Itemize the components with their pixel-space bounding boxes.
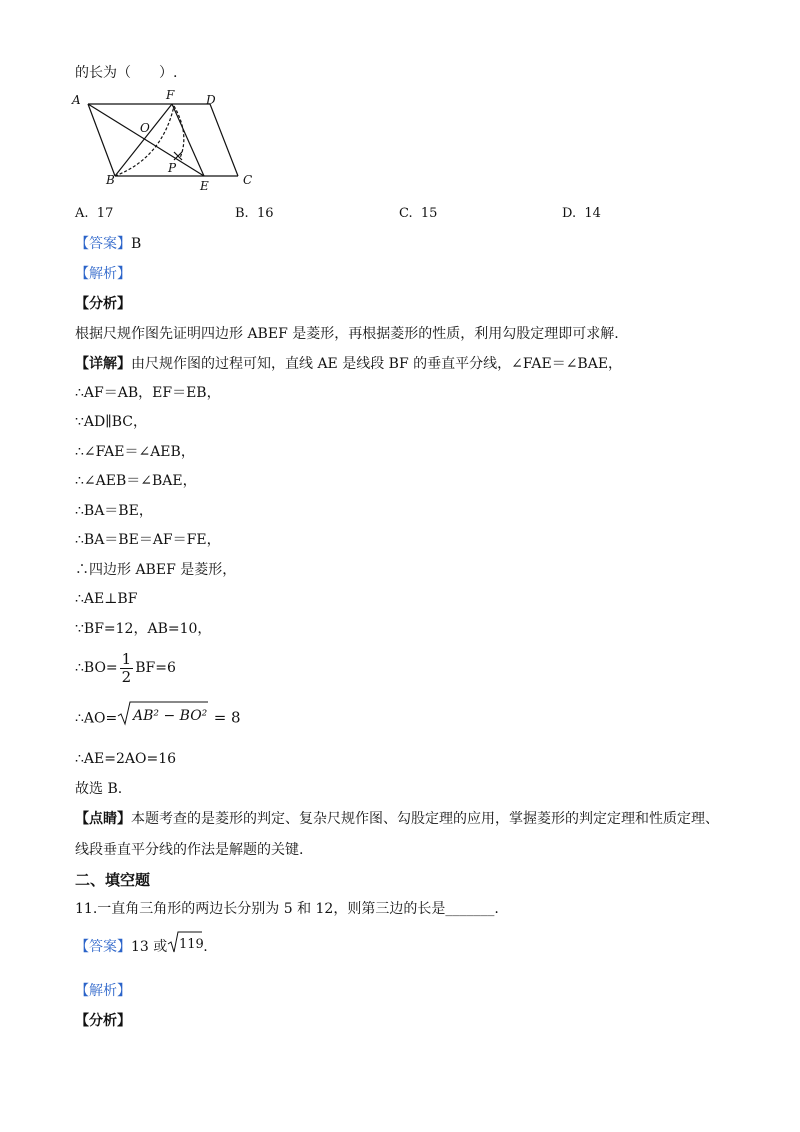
fenxi-tag: 【分析】 — [75, 296, 131, 312]
option-d: D. 14 — [562, 206, 601, 221]
svg-text:119: 119 — [179, 937, 204, 952]
question-tail: 的长为（ ）. — [75, 65, 178, 81]
step-1: ∴AF＝AB，EF＝EB， — [75, 385, 221, 401]
step-7: ∴四边形 ABEF 是菱形， — [75, 562, 237, 578]
q11-fenxi-tag: 【分析】 — [75, 1013, 131, 1029]
parallelogram-figure — [70, 88, 270, 192]
step-3: ∴∠FAE＝∠AEB， — [75, 444, 195, 460]
label-B: B — [106, 173, 115, 187]
option-b: B. 16 — [235, 206, 274, 221]
bo-line: ∴BO= $\frac{1}{2}$ BF=6 — [75, 649, 176, 686]
q11-analysis-tag: 【解析】 — [75, 983, 131, 999]
label-P: P — [168, 161, 177, 175]
label-O: O — [140, 121, 150, 135]
ae-line: ∴AE=2AO=16 — [75, 751, 177, 767]
sqrt-expression — [117, 700, 209, 737]
detail-line — [75, 355, 622, 373]
option-a: A. 17 — [75, 206, 114, 221]
step-6: ∴BA＝BE＝AF＝FE， — [75, 532, 221, 548]
detail-tag: 【详解】 — [75, 356, 131, 372]
label-A: A — [72, 93, 81, 107]
label-F: F — [166, 88, 175, 102]
answer-value: B — [131, 236, 142, 252]
step-2: ∵AD∥BC， — [75, 414, 147, 430]
comment-tag: 【点睛】 — [75, 811, 131, 827]
sqrt-119 — [167, 930, 203, 964]
step-4: ∴∠AEB＝∠BAE， — [75, 473, 197, 489]
detail-text: 由尺规作图的过程可知，直线 AE 是线段 BF 的垂直平分线，∠FAE＝∠BAE， — [131, 356, 623, 372]
label-C: C — [243, 173, 253, 187]
fenxi-text: 根据尺规作图先证明四边形 ABEF 是菱形，再根据菱形的性质，利用勾股定理即可求解. — [75, 326, 619, 342]
comment-line-1: 【点睛】本题考查的是菱形的判定、复杂尺规作图、勾股定理的应用，掌握菱形的判定定理和性质定理、 — [75, 811, 719, 827]
question-11: 11.一直角三角形的两边长分别为 5 和 12，则第三边的长是_______. — [75, 901, 499, 917]
analysis-tag: 【解析】 — [75, 266, 131, 282]
step-8: ∴AE⊥BF — [75, 591, 138, 607]
conclusion: 故选 B. — [75, 781, 123, 797]
answer-tag: 【答案】 — [75, 236, 131, 252]
q11-answer-line: 【答案】13 或 119 . — [75, 930, 208, 964]
svg-text:AB² − BO²: AB² − BO² — [133, 708, 208, 724]
label-E: E — [200, 179, 209, 192]
ao-line: ∴AO= AB² − BO² = 8 — [75, 700, 241, 737]
fraction: $\frac{1}{2}$ — [121, 649, 132, 686]
step-9: ∵BF=12，AB=10， — [75, 621, 212, 637]
option-c: C. 15 — [399, 206, 438, 221]
comment-line-2: 线段垂直平分线的作法是解题的关键. — [75, 842, 304, 858]
section-title: 二、填空题 — [75, 871, 151, 889]
answer-line — [75, 235, 141, 253]
label-D: D — [206, 93, 216, 107]
step-5: ∴BA＝BE， — [75, 503, 153, 519]
